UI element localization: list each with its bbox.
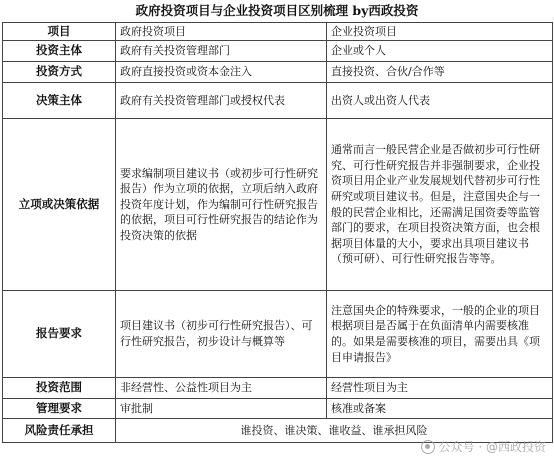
row-label: 投资主体 xyxy=(3,41,116,62)
row-gov: 政府有关投资管理部门或授权代表 xyxy=(116,83,327,119)
table-row xyxy=(3,399,553,419)
table-row xyxy=(3,378,553,399)
row-gov: 非经营性、公益性项目为主 xyxy=(116,378,327,399)
table-row xyxy=(3,62,553,83)
header-item: 项目 xyxy=(3,23,116,41)
row-ent: 核准或备案 xyxy=(327,399,553,419)
row-label: 投资方式 xyxy=(3,62,116,83)
row-label: 报告要求 xyxy=(3,291,116,378)
page-title: 政府投资项目与企业投资项目区别梳理 by西政投资 xyxy=(135,3,419,18)
row-gov: 项目建议书（初步可行性研究报告）、可行性研究报告，初步设计与概算等 xyxy=(116,291,327,378)
row-ent: 直接投资、合伙/合作等 xyxy=(327,62,553,83)
watermark xyxy=(421,438,546,455)
header-gov: 政府投资项目 xyxy=(116,23,327,41)
table-row xyxy=(3,83,553,119)
table-header-row xyxy=(3,23,553,41)
row-gov: 政府有关投资管理部门 xyxy=(116,41,327,62)
row-ent: 出资人或出资人代表 xyxy=(327,83,553,119)
row-ent: 企业或个人 xyxy=(327,41,553,62)
risk-label: 风险责任承担 xyxy=(3,419,116,443)
row-label: 投资范围 xyxy=(3,378,116,399)
row-ent: 通常而言一般民营企业是否做初步可行性研究、可行性研究报告并非强制要求，企业投资项目用企业产业发展规划代替初步可行性研究或项目建议书。但是，注意国央企与一般的民营企业相比，还需满足国资委等监管部门的要求，在项目投资决策方面，也会根据项目体量的大小，要求出具项目建议书（预可研）、可行性研究报告等等。 xyxy=(327,119,553,291)
table-row xyxy=(3,119,553,291)
row-gov: 政府直接投资或资本金注入 xyxy=(116,62,327,83)
row-gov: 审批制 xyxy=(116,399,327,419)
header-ent: 企业投资项目 xyxy=(327,23,553,41)
table-row xyxy=(3,291,553,378)
wechat-icon xyxy=(421,440,435,454)
watermark-text: 公众号 · @西政投资 xyxy=(438,440,546,454)
row-gov: 要求编制项目建议书（或初步可行性研究报告）作为立项的依据，立项后纳入政府投资年度计划，作为编制可行性研究报告的依据，项目可行性研究报告的结论作为投资决策的依据 xyxy=(116,119,327,291)
row-label: 管理要求 xyxy=(3,399,116,419)
table-row xyxy=(3,41,553,62)
row-ent: 经营性项目为主 xyxy=(327,378,553,399)
comparison-table xyxy=(2,22,553,443)
risk-text: 谁投资、谁决策、谁收益、谁承担风险 xyxy=(116,419,553,443)
row-label: 决策主体 xyxy=(3,83,116,119)
row-ent: 注意国央企的特殊要求，一般的企业的项目根据项目是否属于在负面清单内需要核准的。如果是需要核准的项目，需要出具《项目申请报告》 xyxy=(327,291,553,378)
row-label: 立项或决策依据 xyxy=(3,119,116,291)
